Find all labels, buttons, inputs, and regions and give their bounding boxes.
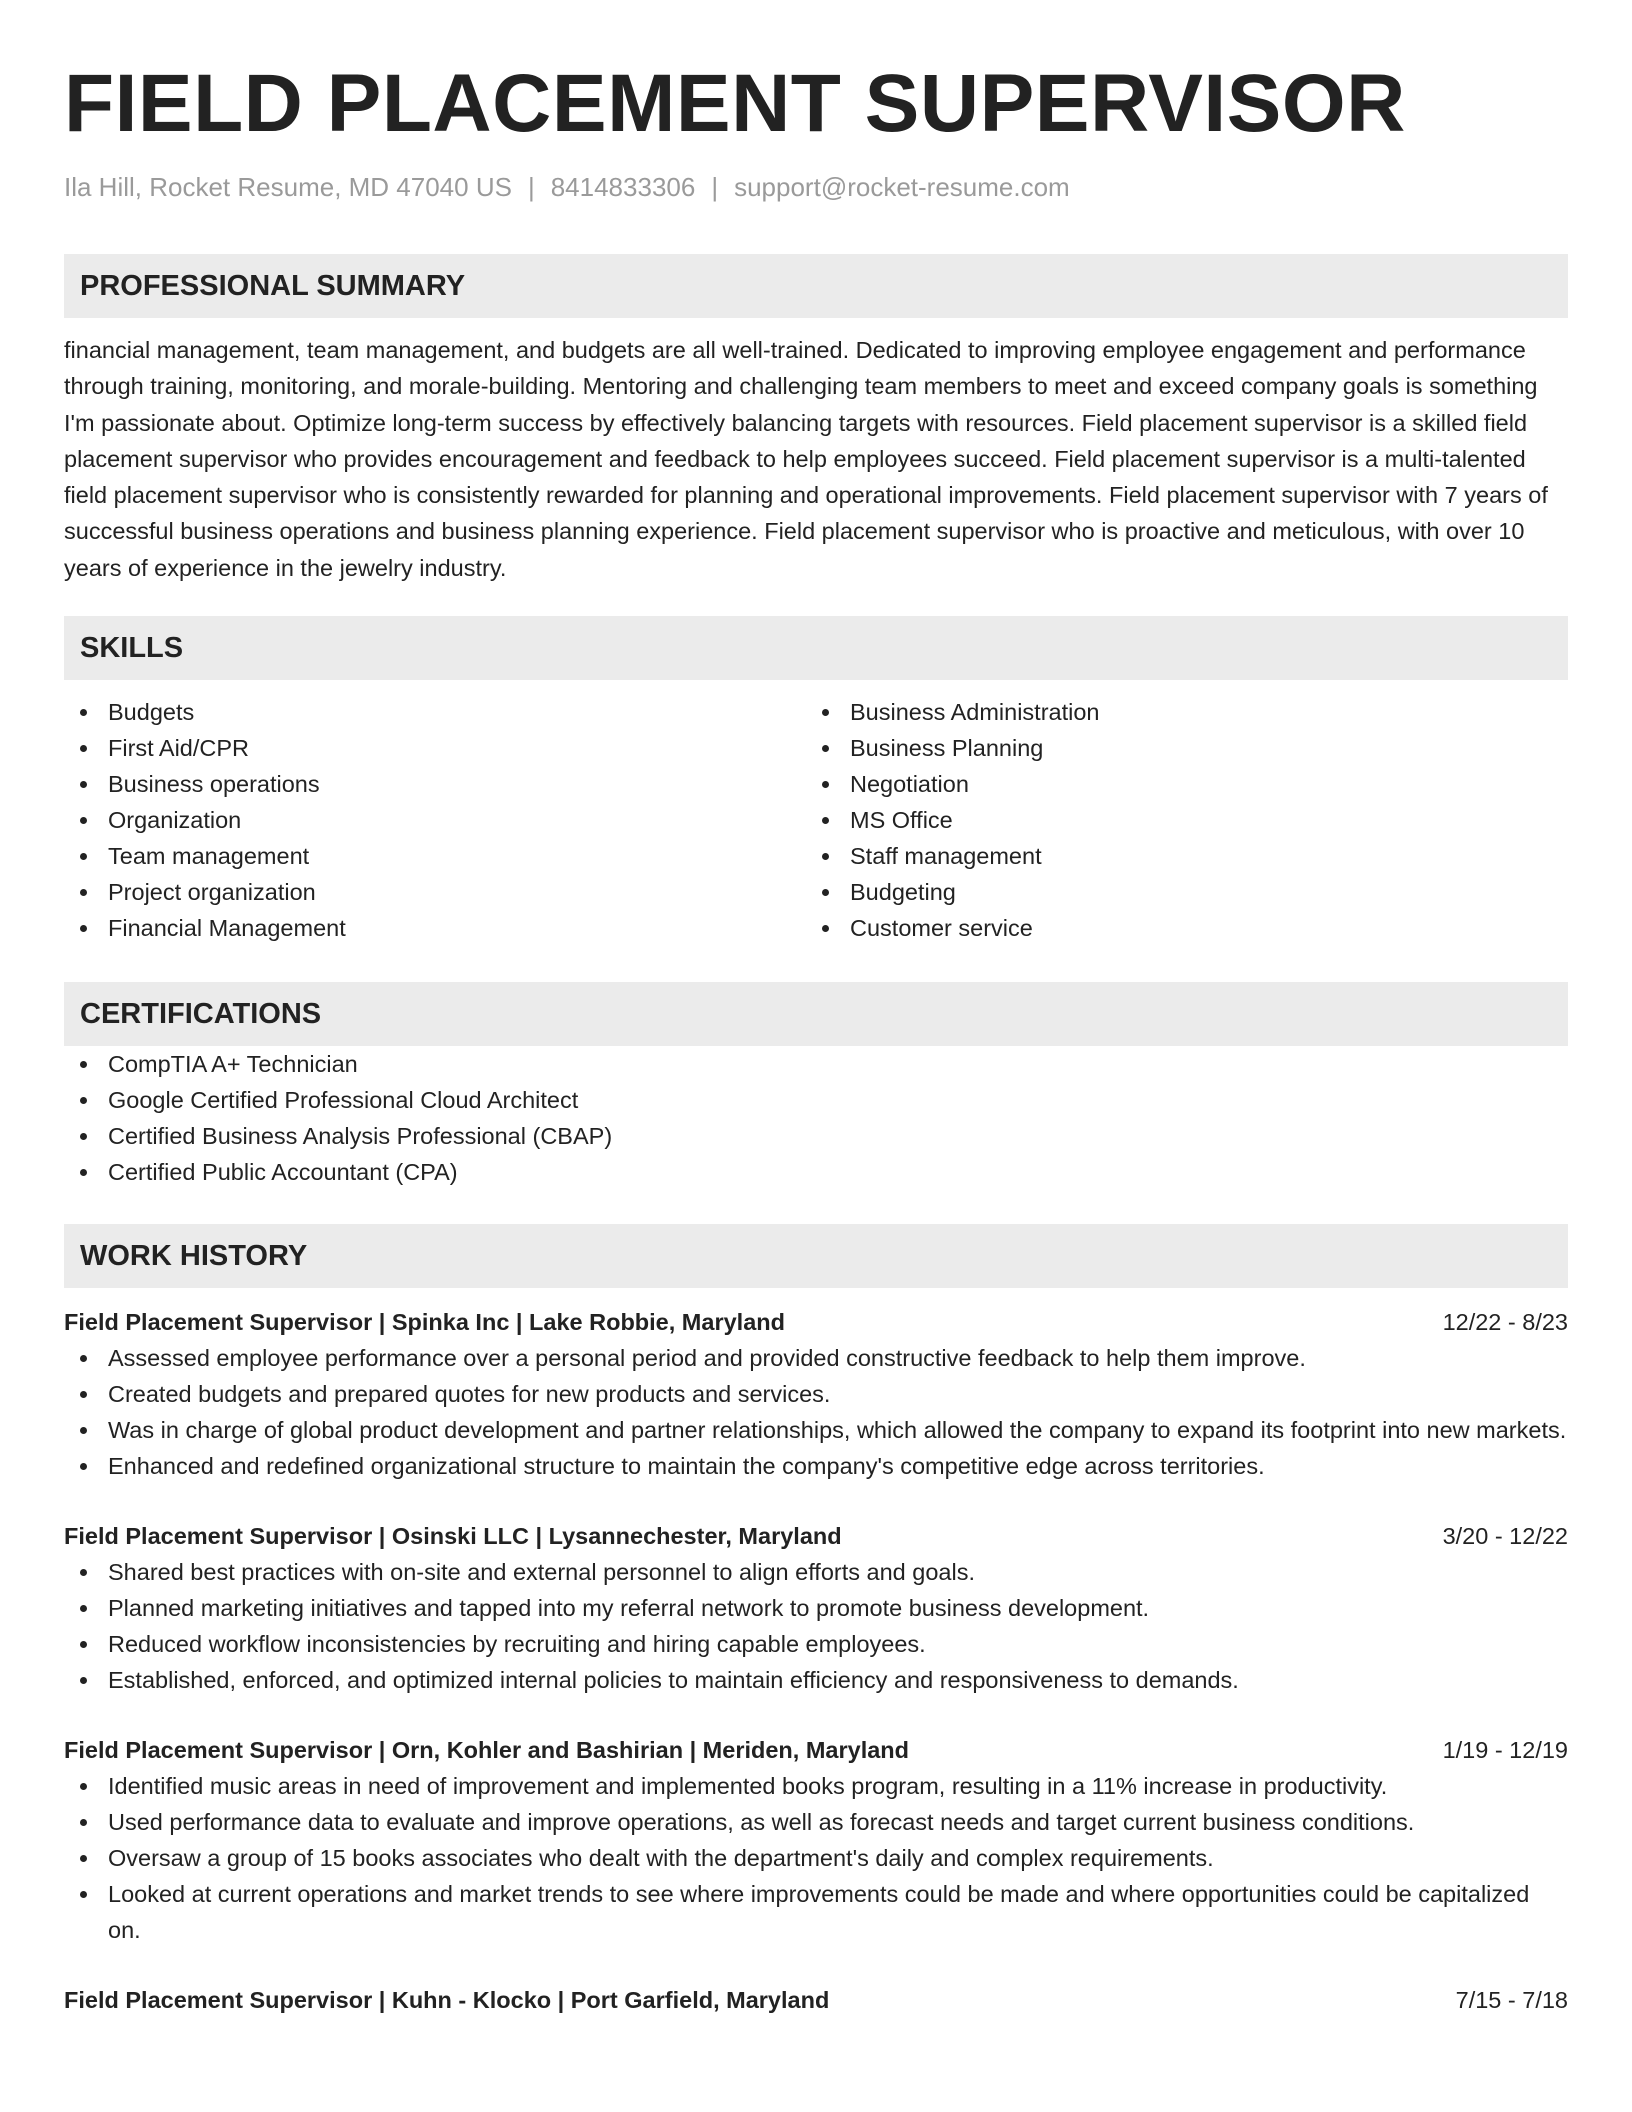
skills-grid [64, 694, 1568, 946]
job-dates: 12/22 - 8/23 [1442, 1309, 1568, 1336]
job-title: Field Placement Supervisor | Spinka Inc | Lake Robbie, Maryland [64, 1309, 785, 1336]
skill-item: First Aid/CPR [64, 730, 806, 766]
job-dates: 3/20 - 12/22 [1442, 1523, 1568, 1550]
section-header-work-history: WORK HISTORY [64, 1224, 1568, 1288]
skill-item: Organization [64, 802, 806, 838]
contact-line [64, 170, 1568, 204]
skills-column-left [64, 694, 806, 946]
skill-item: Budgets [64, 694, 806, 730]
job-header [64, 1304, 1568, 1340]
certification-item: CompTIA A+ Technician [64, 1046, 1568, 1082]
skill-item: Staff management [806, 838, 1548, 874]
resume-page [64, 0, 1568, 2018]
certification-item: Certified Business Analysis Professional (CBAP) [64, 1118, 1568, 1154]
section-header-skills: SKILLS [64, 616, 1568, 680]
certification-item: Google Certified Professional Cloud Architect [64, 1082, 1568, 1118]
skill-item: Budgeting [806, 874, 1548, 910]
job-bullets [64, 1768, 1568, 1948]
job-bullet: Planned marketing initiatives and tapped into my referral network to promote business development. [64, 1590, 1568, 1626]
job-title: Field Placement Supervisor | Kuhn - Klocko | Port Garfield, Maryland [64, 1987, 830, 2014]
contact-email: support@rocket-resume.com [734, 172, 1070, 202]
job-header [64, 1732, 1568, 1768]
job-bullet: Created budgets and prepared quotes for new products and services. [64, 1376, 1568, 1412]
job-bullet: Was in charge of global product development and partner relationships, which allowed the company to expand its footprint into new markets. [64, 1412, 1568, 1448]
skills-column-right [806, 694, 1548, 946]
skill-item: Project organization [64, 874, 806, 910]
job-bullet: Identified music areas in need of improvement and implemented books program, resulting in a 11% increase in productivity. [64, 1768, 1568, 1804]
skill-item: Customer service [806, 910, 1548, 946]
job-title: Field Placement Supervisor | Osinski LLC | Lysannechester, Maryland [64, 1523, 842, 1550]
skill-item: Business operations [64, 766, 806, 802]
contact-separator: | [527, 172, 535, 202]
skill-item: Negotiation [806, 766, 1548, 802]
job-header [64, 1518, 1568, 1554]
skill-item: Business Administration [806, 694, 1548, 730]
skills-list-left [64, 694, 806, 946]
job-bullet: Oversaw a group of 15 books associates who dealt with the department's daily and complex requirements. [64, 1840, 1568, 1876]
job-bullet: Established, enforced, and optimized internal policies to maintain efficiency and responsiveness to demands. [64, 1662, 1568, 1698]
job-bullet: Looked at current operations and market trends to see where improvements could be made and where opportunities could be capitalized on. [64, 1876, 1568, 1948]
summary-paragraph: financial management, team management, and budgets are all well-trained. Dedicated to improving employee engagement and performance through training, monitoring, and morale-building. Mentoring and challenging team members to meet and exceed company goals is something I'm passionate about. Optimize long-term success by effectively balancing targets with resources. Field placement supervisor is a skilled field placement supervisor who provides encouragement and feedback to help employees succeed. Field placement supervisor is a multi-talented field placement supervisor who is consistently rewarded for planning and operational improvements. Field placement supervisor with 7 years of successful business operations and business planning experience. Field placement supervisor who is proactive and meticulous, with over 10 years of experience in the jewelry industry. [64, 337, 1548, 581]
skill-item: Financial Management [64, 910, 806, 946]
section-header-certifications: CERTIFICATIONS [64, 982, 1568, 1046]
skill-item: Team management [64, 838, 806, 874]
contact-address: Ila Hill, Rocket Resume, MD 47040 US [64, 172, 512, 202]
job-entry [64, 1518, 1568, 1698]
skills-list-right [806, 694, 1548, 946]
contact-phone: 8414833306 [550, 172, 696, 202]
job-bullet: Assessed employee performance over a personal period and provided constructive feedback to help them improve. [64, 1340, 1568, 1376]
job-header [64, 1982, 1568, 2018]
job-bullet: Shared best practices with on-site and external personnel to align efforts and goals. [64, 1554, 1568, 1590]
job-dates: 7/15 - 7/18 [1455, 1987, 1568, 2014]
job-entry [64, 1732, 1568, 1948]
job-bullets [64, 1340, 1568, 1484]
job-dates: 1/19 - 12/19 [1442, 1737, 1568, 1764]
job-entry [64, 1982, 1568, 2018]
contact-separator: | [711, 172, 719, 202]
job-entry [64, 1304, 1568, 1484]
job-title: Field Placement Supervisor | Orn, Kohler and Bashirian | Meriden, Maryland [64, 1737, 910, 1764]
job-bullets [64, 1554, 1568, 1698]
certification-item: Certified Public Accountant (CPA) [64, 1154, 1568, 1190]
resume-title: FIELD PLACEMENT SUPERVISOR [64, 58, 1406, 149]
job-bullet: Used performance data to evaluate and improve operations, as well as forecast needs and target current business conditions. [64, 1804, 1568, 1840]
skill-item: MS Office [806, 802, 1548, 838]
section-header-summary: PROFESSIONAL SUMMARY [64, 254, 1568, 318]
job-bullet: Reduced workflow inconsistencies by recruiting and hiring capable employees. [64, 1626, 1568, 1662]
certifications-list [64, 1046, 1568, 1190]
skill-item: Business Planning [806, 730, 1548, 766]
job-bullet: Enhanced and redefined organizational structure to maintain the company's competitive edge across territories. [64, 1448, 1568, 1484]
